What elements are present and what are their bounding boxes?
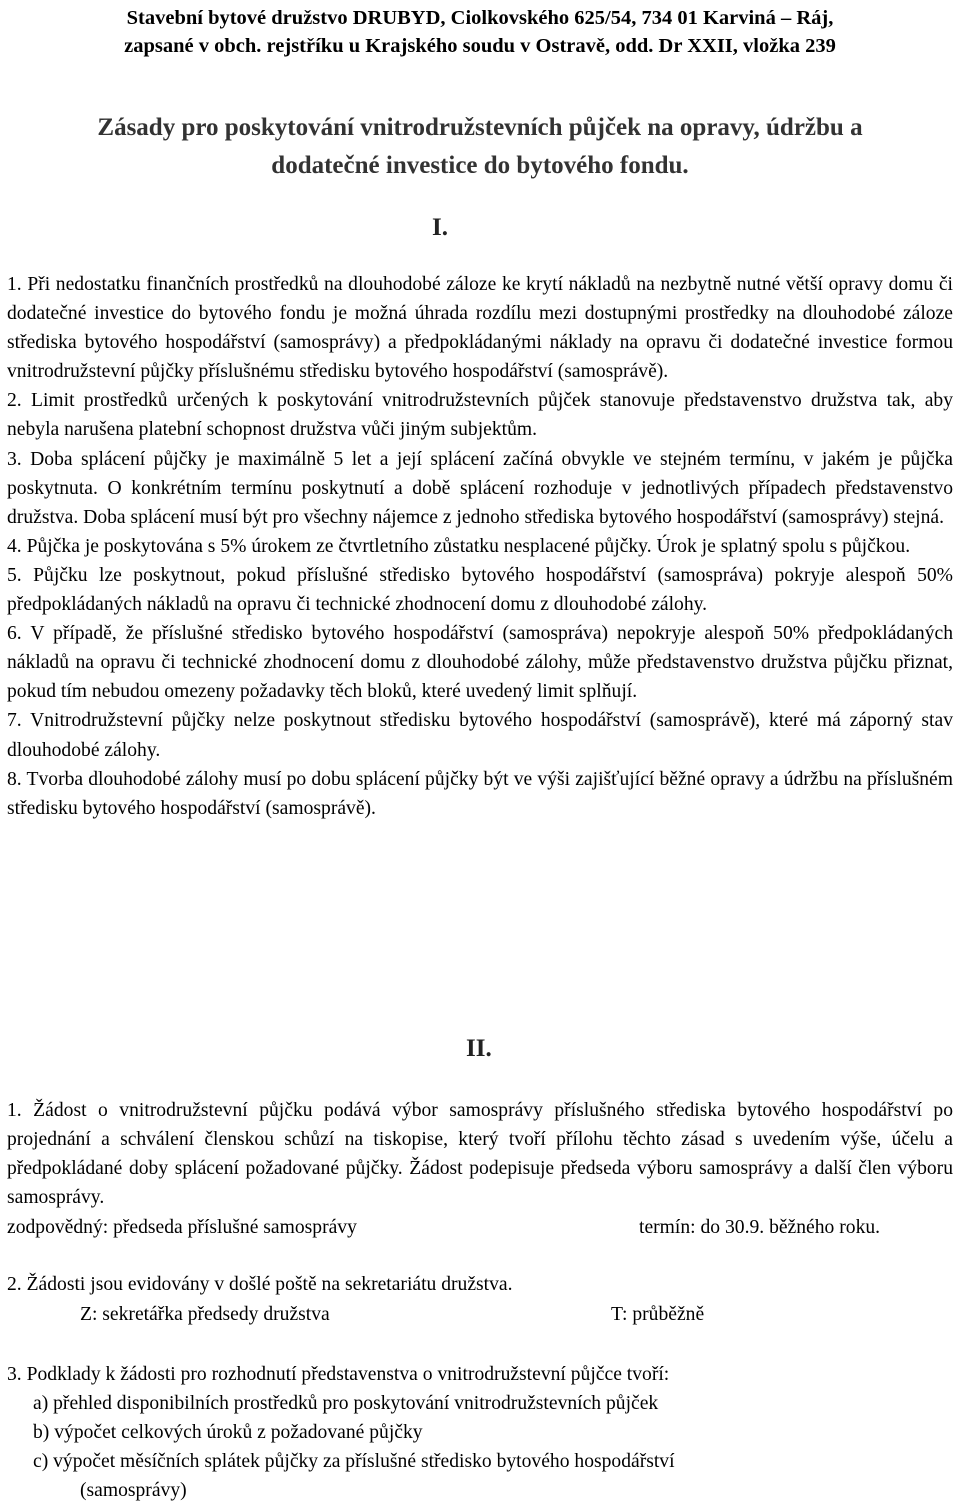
document-title-line-1: Zásady pro poskytování vnitrodružstevních půjček na opravy, údržbu a bbox=[97, 114, 863, 141]
item-3-list-c-continuation: (samosprávy) bbox=[80, 1480, 187, 1501]
document-title-line-2: dodatečné investice do bytového fondu. bbox=[271, 152, 689, 179]
item-1-deadline: termín: do 30.9. běžného roku. bbox=[639, 1217, 881, 1238]
section-1-paragraph-2: 2. Limit prostředků určených k poskytování vnitrodružstevních půjček stanovuje představenstvo družstva tak, aby nebyla narušena platební schopnost družstva vůči jiným subjektům. bbox=[7, 390, 953, 441]
item-2-deadline: T: průběžně bbox=[611, 1304, 705, 1325]
section-1-body bbox=[7, 270, 953, 823]
section-heading-2: II. bbox=[466, 1035, 492, 1062]
item-3-list-b: b) výpočet celkových úroků z požadované půjčky bbox=[33, 1422, 423, 1443]
section-1-paragraph-1: 1. Při nedostatku finančních prostředků na dlouhodobé záloze ke krytí nákladů na nezbytně nutné větší opravy domu či dodatečné investice do bytového fondu je možná úhrada rozdílu mezi dostupnými prostředky na dlouhodobé záloze střediska bytového hospodářství (samosprávy) a předpokládanými náklady na opravu či dodatečné investice formou vnitrodružstevní půjčky příslušnému středisku bytového hospodářství (samosprávě). bbox=[7, 274, 953, 383]
section-1-paragraph-6: 6. V případě, že příslušné středisko bytového hospodářství (samospráva) nepokryje alespoň 50% předpokládaných nákladů na opravu či technické zhodnocení domu z dlouhodobé zálohy, může představenstvo družstva půjčku přiznat, pokud tím nebudou omezeny požadavky těch bloků, které uvedený limit splňují. bbox=[7, 623, 953, 703]
item-3-list-a: a) přehled disponibilních prostředků pro poskytování vnitrodružstevních půjček bbox=[33, 1393, 659, 1414]
item-2-responsible: Z: sekretářka předsedy družstva bbox=[80, 1304, 330, 1325]
section-1-paragraph-5: 5. Půjčku lze poskytnout, pokud příslušné středisko bytového hospodářství (samospráva) pokryje alespoň 50% předpokládaných nákladů na opravu či technické zhodnocení domu z dlouhodobé zálohy. bbox=[7, 564, 953, 616]
section-2-item-1 bbox=[7, 1096, 953, 1212]
section-1-paragraph-3: 3. Doba splácení půjčky je maximálně 5 let a její splácení začíná obvykle ve stejném termínu, v jakém je půjčka poskytnuta. O konkrétním termínu poskytnutí a době splácení rozhoduje v jednotlivých případech představenstvo družstva. Doba splácení musí být pro všechny nájemce z jednoho střediska bytového hospodářství (samosprávy) stejná. bbox=[7, 448, 953, 528]
section-1-paragraph-4: 4. Půjčka je poskytována s 5% úrokem ze čtvrtletního zůstatku nesplacené půjčky. Úrok je splatný spolu s půjčkou. bbox=[7, 535, 911, 557]
section-2-item-3-text: 3. Podklady k žádosti pro rozhodnutí představenstva o vnitrodružstevní půjčce tvoří: bbox=[7, 1364, 670, 1385]
section-1-paragraph-7: 7. Vnitrodružstevní půjčky nelze poskytnout středisku bytového hospodářství (samosprávě), které má záporný stav dlouhodobé zálohy. bbox=[7, 710, 953, 761]
section-2-item-2-text: 2. Žádosti jsou evidovány v došlé poště na sekretariátu družstva. bbox=[7, 1274, 513, 1295]
item-1-responsible: zodpovědný: předseda příslušné samosprávy bbox=[7, 1217, 357, 1238]
section-heading-1: I. bbox=[432, 214, 448, 241]
header-line-1: Stavební bytové družstvo DRUBYD, Ciolkovského 625/54, 734 01 Karviná – Ráj, bbox=[126, 7, 834, 29]
section-2-item-1-text: 1. Žádost o vnitrodružstevní půjčku podává výbor samosprávy příslušného střediska bytového hospodářství po projednání a schválení členskou schůzí na tiskopise, který tvoří přílohu těchto zásad s uvedením výše, účelu a předpokládané doby splácení požadované půjčky. Žádost podepisuje předseda výboru samosprávy a další člen výboru samosprávy. bbox=[7, 1100, 953, 1209]
item-3-list-c: c) výpočet měsíčních splátek půjčky za příslušné středisko bytového hospodářství bbox=[33, 1451, 675, 1472]
section-1-paragraph-8: 8. Tvorba dlouhodobé zálohy musí po dobu splácení půjčky být ve výši zajišťující běžné opravy a údržbu na příslušném středisku bytového hospodářství (samosprávě). bbox=[7, 768, 953, 819]
header-line-2: zapsané v obch. rejstříku u Krajského soudu v Ostravě, odd. Dr XXII, vložka 239 bbox=[124, 35, 836, 57]
